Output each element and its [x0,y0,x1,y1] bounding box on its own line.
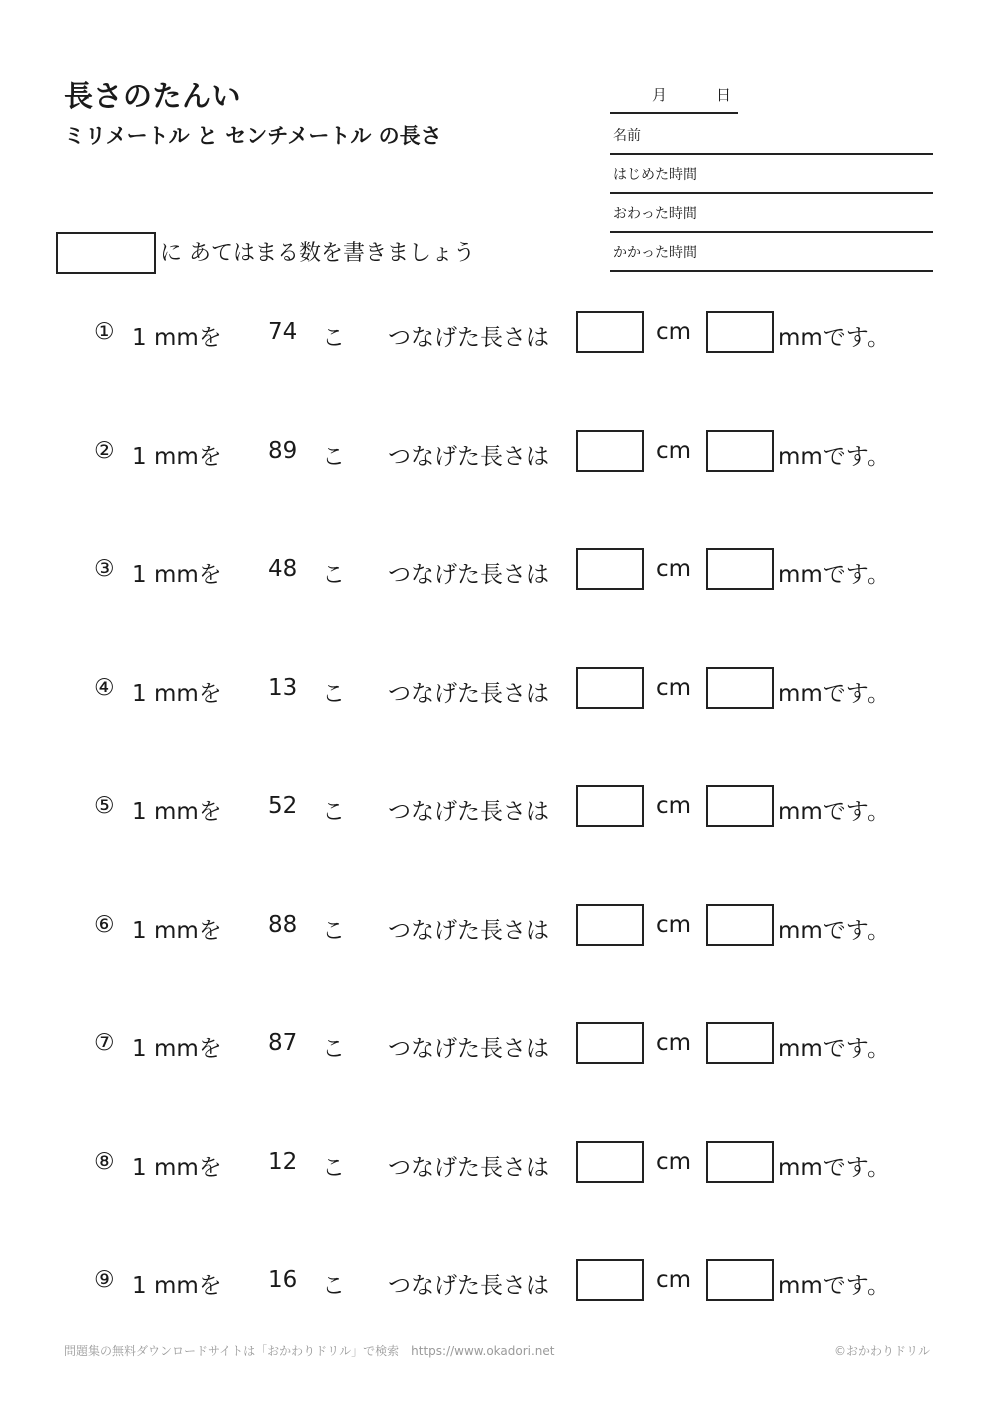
footer-site-text: 問題集の無料ダウンロードサイトは「おかわりドリル」で検索 https://www.okadori.net [64,1344,555,1358]
problem-count-suffix: こ [322,1155,345,1181]
worksheet-title: 長さのたんい [64,79,242,113]
problem-row [0,311,1000,355]
cm-answer-box[interactable] [576,430,644,472]
cm-answer-box[interactable] [576,1141,644,1183]
problem-count: 16 [268,1267,298,1293]
mm-end-text: mmです。 [778,1273,890,1299]
problem-number: ② [94,438,115,464]
problem-number: ⑧ [94,1149,115,1175]
problem-unit-text: 1 mmを [132,325,222,351]
cm-answer-box[interactable] [576,311,644,353]
problem-unit-text: 1 mmを [132,562,222,588]
cm-unit-label: cm [656,1149,692,1175]
day-label: 日 [716,86,732,104]
problem-count: 88 [268,912,298,938]
problem-number: ⑨ [94,1267,115,1293]
problem-count-suffix: こ [322,1273,345,1299]
start-time-label: はじめた時間 [613,167,697,183]
elapsed-time-field[interactable] [610,234,933,272]
mm-answer-box[interactable] [706,548,774,590]
problem-number: ⑥ [94,912,115,938]
problem-phrase: つなげた長さは [388,681,549,707]
name-field[interactable] [610,117,933,155]
mm-answer-box[interactable] [706,430,774,472]
problem-count-suffix: こ [322,799,345,825]
problem-row [0,1022,1000,1066]
start-time-field[interactable] [610,156,933,194]
problem-phrase: つなげた長さは [388,1155,549,1181]
instruction-sample-box [56,232,156,274]
cm-unit-label: cm [656,912,692,938]
mm-answer-box[interactable] [706,904,774,946]
cm-unit-label: cm [656,319,692,345]
problem-phrase: つなげた長さは [388,562,549,588]
cm-answer-box[interactable] [576,548,644,590]
problem-count: 13 [268,675,298,701]
problem-count: 12 [268,1149,298,1175]
mm-end-text: mmです。 [778,444,890,470]
problem-unit-text: 1 mmを [132,444,222,470]
problem-unit-text: 1 mmを [132,1036,222,1062]
problem-count-suffix: こ [322,325,345,351]
mm-end-text: mmです。 [778,1036,890,1062]
problem-count-suffix: こ [322,1036,345,1062]
mm-answer-box[interactable] [706,311,774,353]
cm-answer-box[interactable] [576,1022,644,1064]
problem-unit-text: 1 mmを [132,918,222,944]
cm-unit-label: cm [656,556,692,582]
problem-row [0,548,1000,592]
mm-answer-box[interactable] [706,1022,774,1064]
problem-row [0,1259,1000,1303]
mm-end-text: mmです。 [778,799,890,825]
mm-end-text: mmです。 [778,325,890,351]
problem-number: ④ [94,675,115,701]
problem-number: ① [94,319,115,345]
mm-answer-box[interactable] [706,667,774,709]
cm-answer-box[interactable] [576,1259,644,1301]
problem-phrase: つなげた長さは [388,918,549,944]
cm-answer-box[interactable] [576,904,644,946]
problem-count-suffix: こ [322,918,345,944]
cm-answer-box[interactable] [576,667,644,709]
problem-phrase: つなげた長さは [388,325,549,351]
problem-count: 74 [268,319,298,345]
problem-count: 87 [268,1030,298,1056]
mm-answer-box[interactable] [706,785,774,827]
problem-phrase: つなげた長さは [388,444,549,470]
problem-count-suffix: こ [322,444,345,470]
problem-count-suffix: こ [322,562,345,588]
worksheet-subtitle: ミリメートル と センチメートル の長さ [64,124,442,148]
end-time-field[interactable] [610,195,933,233]
problem-count: 48 [268,556,298,582]
problem-number: ⑦ [94,1030,115,1056]
problem-phrase: つなげた長さは [388,799,549,825]
problem-unit-text: 1 mmを [132,681,222,707]
problem-count: 89 [268,438,298,464]
problem-unit-text: 1 mmを [132,1273,222,1299]
problem-row [0,667,1000,711]
cm-unit-label: cm [656,1267,692,1293]
name-label: 名前 [613,128,641,144]
month-label: 月 [652,86,668,104]
problem-unit-text: 1 mmを [132,799,222,825]
cm-unit-label: cm [656,793,692,819]
problem-phrase: つなげた長さは [388,1273,549,1299]
problem-phrase: つなげた長さは [388,1036,549,1062]
footer-copyright: ©おかわりドリル [833,1344,930,1358]
problem-number: ⑤ [94,793,115,819]
cm-unit-label: cm [656,1030,692,1056]
mm-end-text: mmです。 [778,918,890,944]
mm-end-text: mmです。 [778,1155,890,1181]
date-field[interactable] [610,84,738,114]
end-time-label: おわった時間 [613,206,697,222]
elapsed-time-label: かかった時間 [613,245,697,261]
mm-answer-box[interactable] [706,1141,774,1183]
problem-count-suffix: こ [322,681,345,707]
cm-answer-box[interactable] [576,785,644,827]
problem-row [0,1141,1000,1185]
cm-unit-label: cm [656,675,692,701]
problem-row [0,904,1000,948]
problem-number: ③ [94,556,115,582]
mm-end-text: mmです。 [778,562,890,588]
problem-row [0,785,1000,829]
instruction-text: に あてはまる数を書きましょう [160,241,475,266]
cm-unit-label: cm [656,438,692,464]
problem-unit-text: 1 mmを [132,1155,222,1181]
mm-end-text: mmです。 [778,681,890,707]
problem-count: 52 [268,793,298,819]
mm-answer-box[interactable] [706,1259,774,1301]
problem-row [0,430,1000,474]
